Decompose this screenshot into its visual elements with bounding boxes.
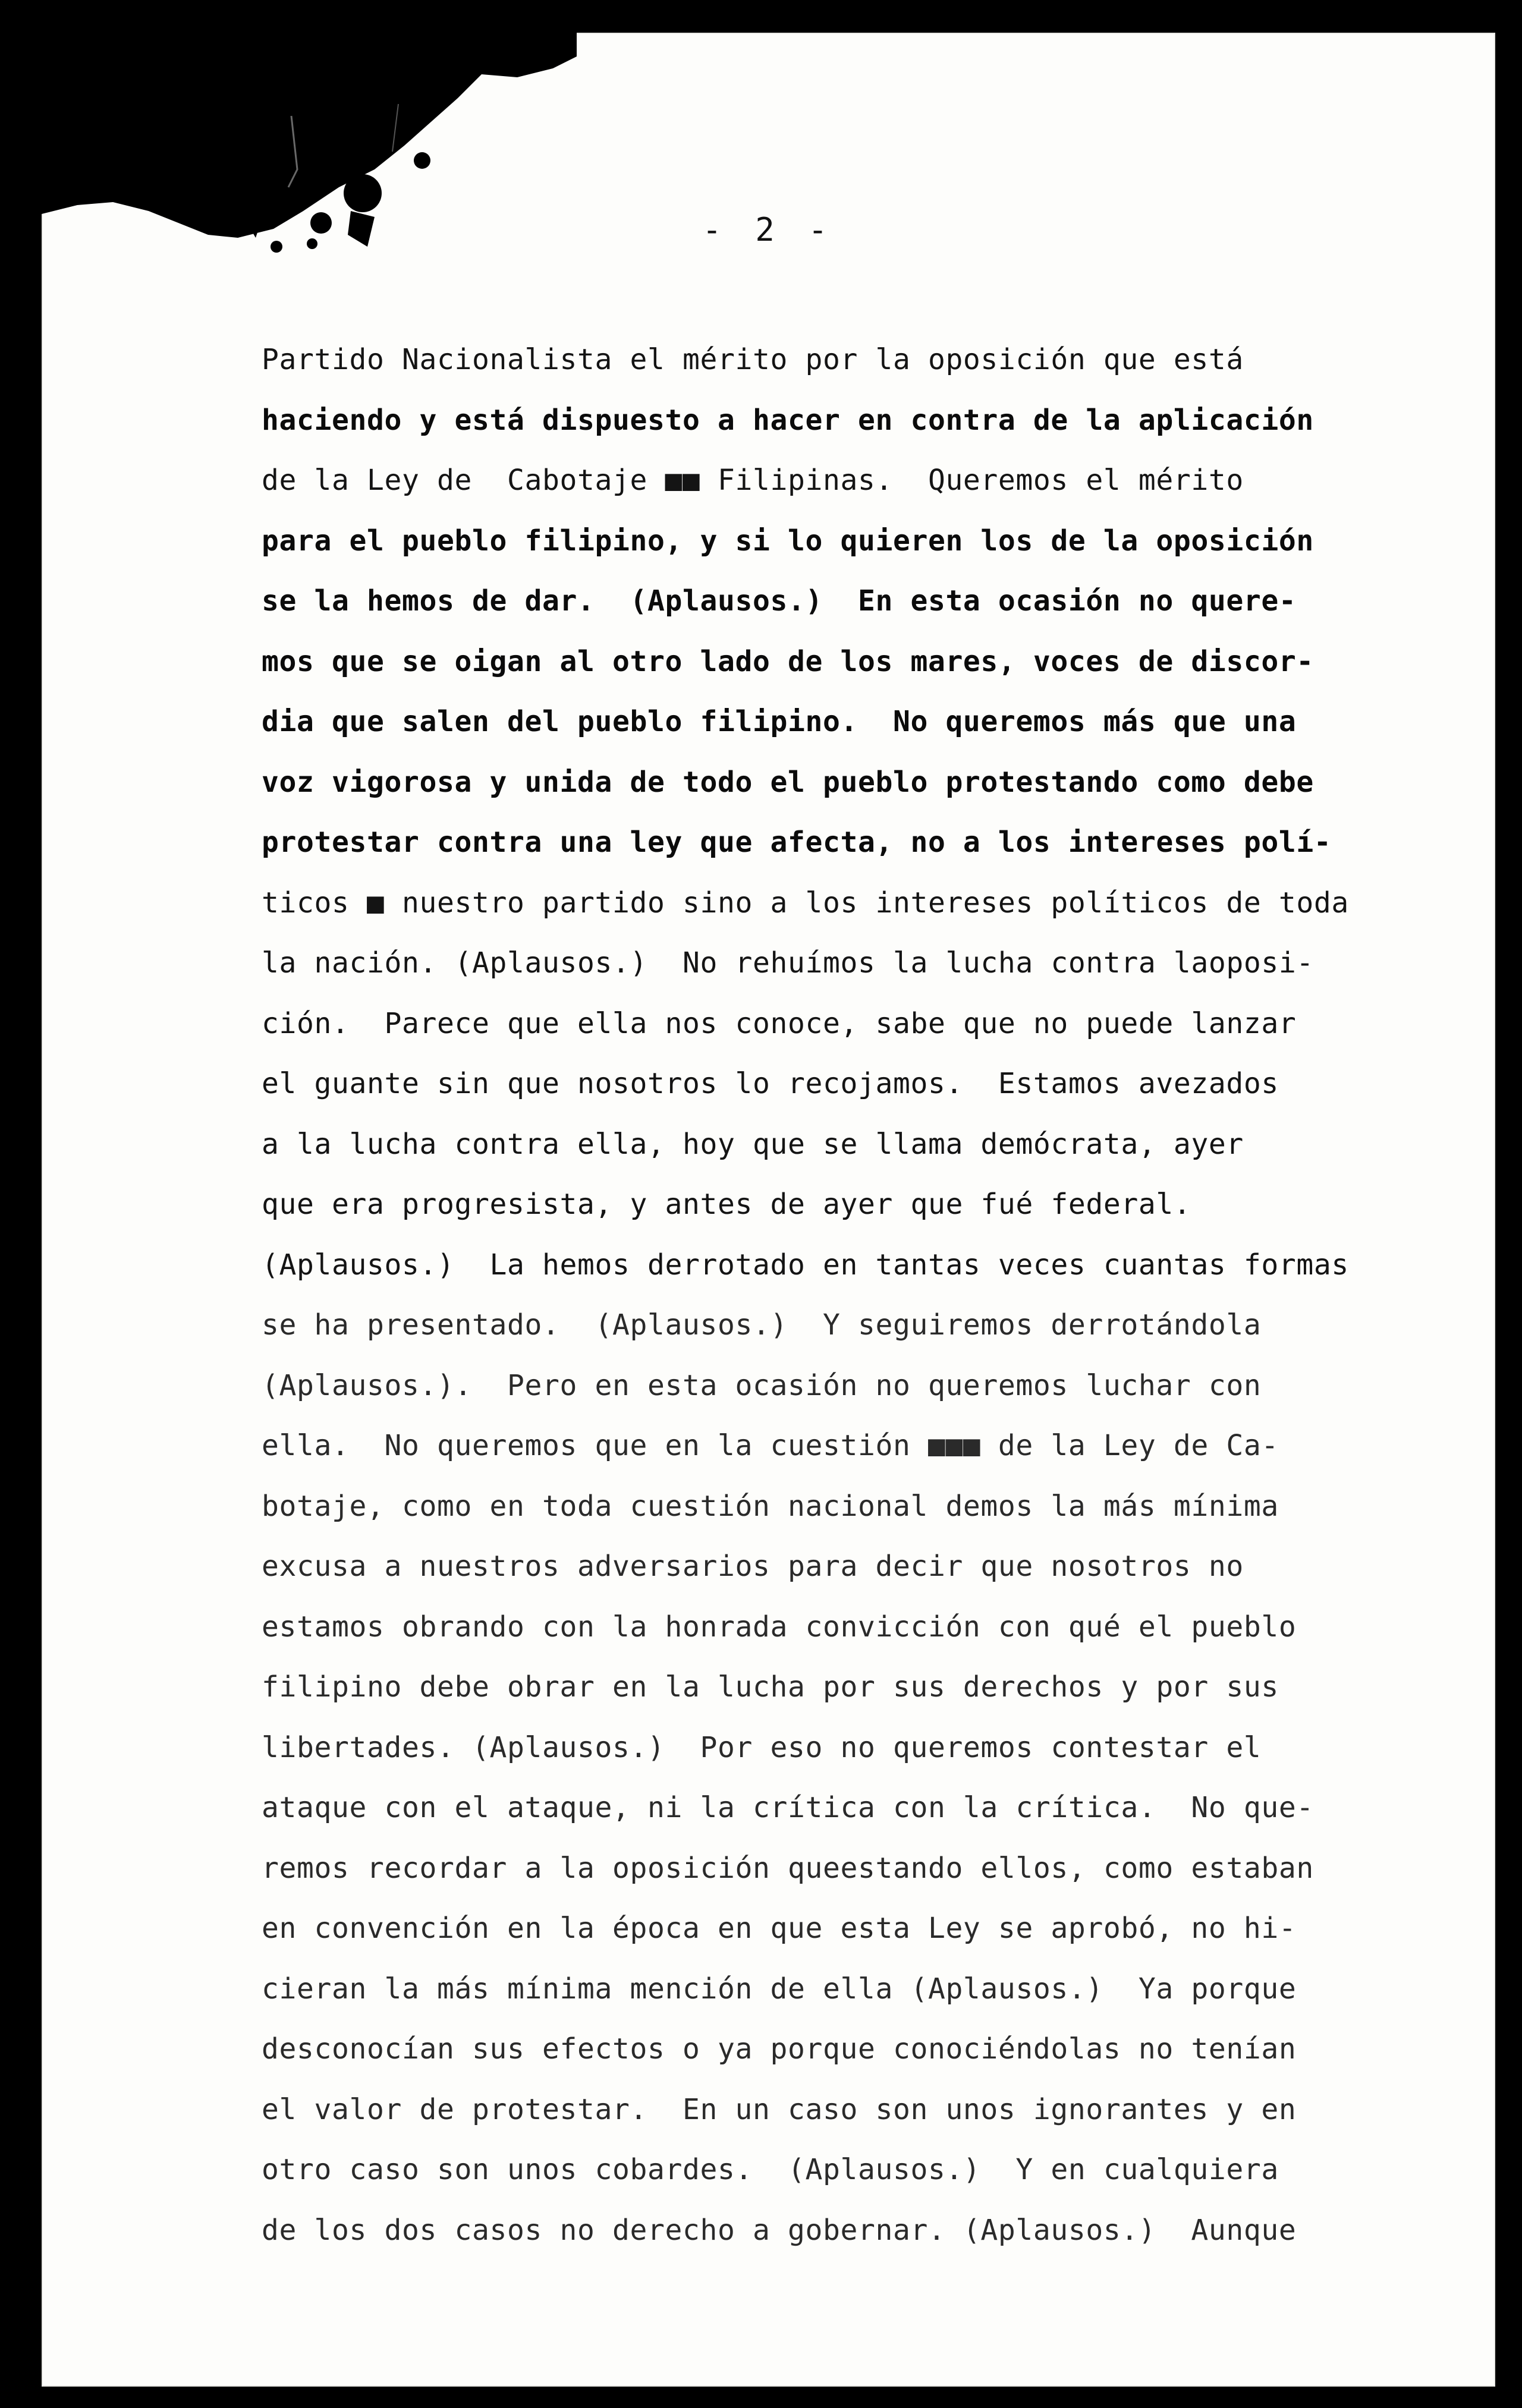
text-line: para el pueblo filipino, y si lo quieren los de la oposición [262,524,1314,558]
text-line: el guante sin que nosotros lo recojamos. Estamos avezados [262,1067,1279,1100]
text-line: Partido Nacionalista el mérito por la oposición que está [262,343,1244,376]
text-line: de los dos casos no derecho a gobernar. (Aplausos.) Aunque [262,2213,1297,2247]
text-line: que era progresista, y antes de ayer que fué federal. [262,1188,1191,1221]
text-line: desconocían sus efectos o ya porque conociéndolas no tenían [262,2032,1297,2066]
text-line: de la Ley de Cabotaje ■■ Filipinas. Queremos el mérito [262,464,1244,497]
text-line: ticos ■ nuestro partido sino a los intereses políticos de toda [262,886,1349,920]
text-line: estamos obrando con la honrada convicción con qué el pueblo [262,1610,1297,1644]
text-line: a la lucha contra ella, hoy que se llama demócrata, ayer [262,1127,1244,1161]
text-line: (Aplausos.). Pero en esta ocasión no queremos luchar con [262,1368,1262,1402]
text-line: el valor de protestar. En un caso son unos ignorantes y en [262,2092,1297,2126]
text-line: dia que salen del pueblo filipino. No queremos más que una [262,705,1297,738]
text-line: (Aplausos.) La hemos derrotado en tantas veces cuantas formas [262,1248,1349,1282]
text-line: en convención en la época en que esta Ley se aprobó, no hi- [262,1912,1297,1945]
text-line: remos recordar a la oposición queestando ellos, como estaban [262,1851,1314,1885]
text-line: la nación. (Aplausos.) No rehuímos la lucha contra laoposi- [262,946,1314,980]
text-line: se ha presentado. (Aplausos.) Y seguiremos derrotándola [262,1308,1262,1342]
body-text [262,330,1451,2261]
text-line: otro caso son unos cobardes. (Aplausos.) Y en cualquiera [262,2153,1279,2186]
text-line: haciendo y está dispuesto a hacer en contra de la aplicación [262,403,1314,437]
text-line: cieran la más mínima mención de ella (Aplausos.) Ya porque [262,1972,1297,2006]
text-line: mos que se oigan al otro lado de los mares, voces de discor- [262,644,1314,678]
page-number: - 2 - [702,211,835,248]
text-line: ella. No queremos que en la cuestión ■■■ de la Ley de Ca- [262,1429,1279,1462]
text-line: protestar contra una ley que afecta, no a los intereses polí- [262,826,1332,859]
typewritten-page [42,33,1495,2387]
text-line: excusa a nuestros adversarios para decir que nosotros no [262,1550,1244,1583]
text-line: filipino debe obrar en la lucha por sus derechos y por sus [262,1670,1279,1704]
text-line: ataque con el ataque, ni la crítica con la crítica. No que- [262,1791,1314,1824]
text-line: voz vigorosa y unida de todo el pueblo protestando como debe [262,765,1314,799]
text-line: libertades. (Aplausos.) Por eso no queremos contestar el [262,1730,1262,1764]
text-line: se la hemos de dar. (Aplausos.) En esta ocasión no quere- [262,584,1297,618]
text-line: botaje, como en toda cuestión nacional demos la más mínima [262,1489,1279,1523]
text-line: ción. Parece que ella nos conoce, sabe que no puede lanzar [262,1006,1297,1040]
